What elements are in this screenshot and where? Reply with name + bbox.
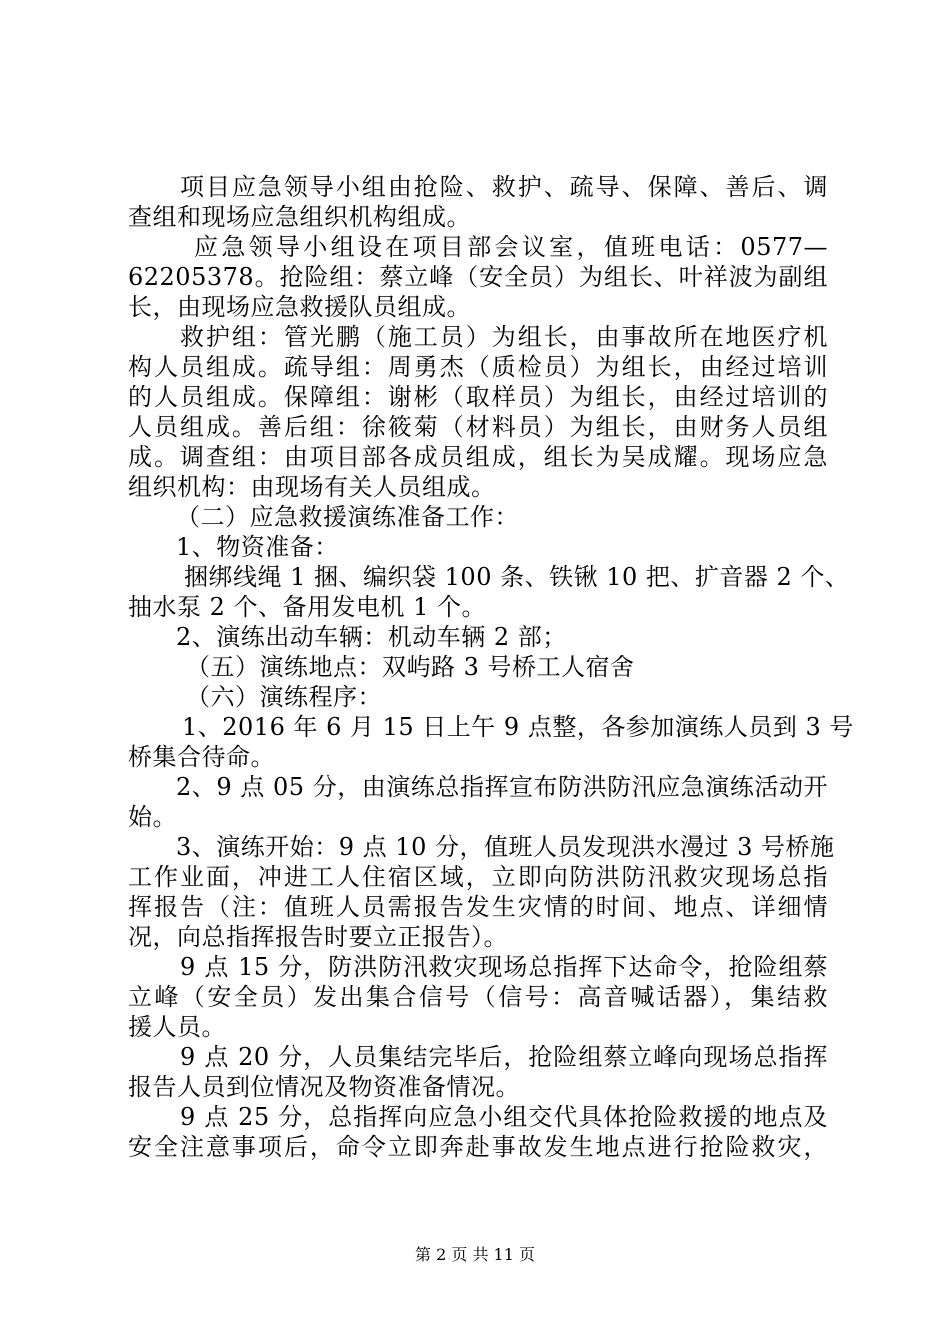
paragraph-line: 9 点 25 分，总指挥向应急小组交代具体抢险救援的地点及 xyxy=(180,1103,828,1131)
paragraph-line: 长，由现场应急救援队员组成。 xyxy=(128,293,471,321)
subsection-heading: 1、物资准备： xyxy=(176,533,339,561)
paragraph-line: 查组和现场应急组织机构组成。 xyxy=(128,203,471,231)
document-body xyxy=(128,172,854,1162)
paragraph-line: 9 点 20 分，人员集结完毕后，抢险组蔡立峰向现场总指挥 xyxy=(180,1043,828,1071)
paragraph-line: 援人员。 xyxy=(128,1013,226,1041)
paragraph-line: 构人员组成。疏导组：周勇杰（质检员）为组长，由经过培训 xyxy=(128,353,828,381)
paragraph-line: 始。 xyxy=(128,803,177,831)
paragraph-line: 成。调查组：由项目部各成员组成，组长为吴成耀。现场应急 xyxy=(128,443,828,471)
paragraph-line: 桥集合待命。 xyxy=(128,743,275,771)
paragraph-line: 3、演练开始：9 点 10 分，值班人员发现洪水漫过 3 号桥施 xyxy=(176,833,835,861)
paragraph-line: 安全注意事项后，命令立即奔赴事故发生地点进行抢险救灾， xyxy=(128,1133,828,1161)
page-number: 第 2 页 共 11 页 xyxy=(415,1245,535,1264)
paragraph-line: 工作业面，冲进工人住宿区域，立即向防洪防汛救灾现场总指 xyxy=(128,863,828,891)
paragraph-line: 组织机构：由现场有关人员组成。 xyxy=(128,473,496,501)
paragraph-line: 立峰（安全员）发出集合信号（信号：高音喊话器），集结救 xyxy=(128,983,828,1011)
paragraph-line: 应急领导小组设在项目部会议室，值班电话：0577— xyxy=(194,233,828,261)
section-heading: （二）应急救援演练准备工作： xyxy=(176,503,519,531)
paragraph-line: 报告人员到位情况及物资准备情况。 xyxy=(128,1073,520,1101)
paragraph-line: 项目应急领导小组由抢险、救护、疏导、保障、善后、调 xyxy=(180,173,828,201)
paragraph-line: 2、9 点 05 分，由演练总指挥宣布防洪防汛应急演练活动开 xyxy=(176,773,828,801)
paragraph-line: 捆绑线绳 1 捆、编织袋 100 条、铁锹 10 把、扩音器 2 个、 xyxy=(184,563,850,591)
paragraph-line: 人员组成。善后组：徐筱菊（材料员）为组长，由财务人员组 xyxy=(128,413,828,441)
paragraph-line: 9 点 15 分，防洪防汛救灾现场总指挥下达命令，抢险组蔡 xyxy=(180,953,828,981)
section-heading: （五）演练地点：双屿路 3 号桥工人宿舍 xyxy=(186,653,635,681)
paragraph-line: 挥报告（注：值班人员需报告发生灾情的时间、地点、详细情 xyxy=(128,893,828,921)
paragraph-line: 况，向总指挥报告时要立正报告）。 xyxy=(128,923,508,951)
paragraph-line: 1、2016 年 6 月 15 日上午 9 点整，各参加演练人员到 3 号 xyxy=(182,713,854,741)
section-heading: （六）演练程序： xyxy=(186,683,382,711)
paragraph-line: 救护组：管光鹏（施工员）为组长，由事故所在地医疗机 xyxy=(180,323,828,351)
page-footer xyxy=(0,1244,950,1266)
paragraph-line: 2、演练出动车辆：机动车辆 2 部； xyxy=(176,623,567,651)
paragraph-line: 62205378。抢险组：蔡立峰（安全员）为组长、叶祥波为副组 xyxy=(128,263,828,291)
paragraph-line: 抽水泵 2 个、备用发电机 1 个。 xyxy=(128,593,487,621)
paragraph-line: 的人员组成。保障组：谢彬（取样员）为组长，由经过培训的 xyxy=(128,383,828,411)
